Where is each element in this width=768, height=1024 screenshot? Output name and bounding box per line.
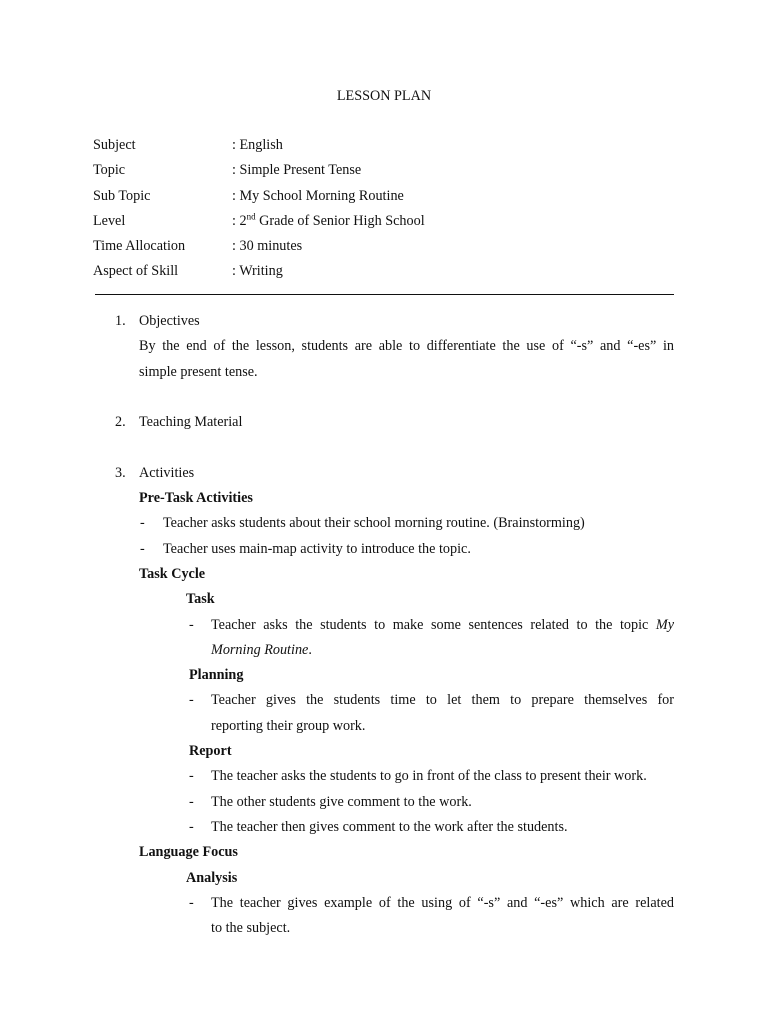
list-item-text: reporting their group work. — [211, 717, 366, 734]
section-number: 1. — [115, 313, 126, 329]
level-suffix: Grade of Senior High School — [255, 212, 425, 229]
level-prefix: : 2 — [232, 212, 247, 229]
meta-value: : Writing — [232, 263, 283, 280]
list-item — [0, 613, 768, 638]
meta-value-level — [232, 213, 425, 229]
lesson-metadata — [93, 133, 683, 285]
analysis-heading — [0, 866, 768, 891]
objectives-text-line-1 — [0, 334, 768, 359]
section-heading: Teaching Material — [139, 414, 243, 431]
task-item-italic: Morning Routine — [211, 641, 309, 658]
bullet-dash: - — [189, 768, 194, 785]
bullet-dash: - — [189, 818, 194, 835]
bullet-dash: - — [189, 692, 194, 709]
subsubsection-heading: Report — [189, 743, 232, 760]
meta-row-aspect-of-skill — [93, 259, 683, 284]
meta-label: Time Allocation — [93, 238, 186, 255]
task-heading — [0, 587, 768, 612]
meta-value: : Simple Present Tense — [232, 162, 362, 179]
task-cycle-heading — [0, 562, 768, 587]
meta-label: Subject — [93, 137, 136, 153]
meta-row-sub-topic — [93, 184, 683, 209]
list-item-text: to the subject. — [211, 920, 291, 937]
subsection-heading: Language Focus — [139, 844, 238, 861]
list-item-text: The teacher then gives comment to the work after the students. — [211, 818, 568, 835]
meta-label: Level — [93, 212, 126, 229]
horizontal-divider — [95, 294, 674, 295]
meta-row-time-allocation — [93, 234, 683, 259]
meta-value: : My School Morning Routine — [232, 187, 404, 204]
language-focus-heading — [0, 840, 768, 865]
spacer — [0, 385, 768, 410]
bullet-dash: - — [189, 616, 194, 633]
section-teaching-material-heading — [0, 410, 768, 435]
list-item — [0, 764, 768, 789]
objectives-text-line-2 — [0, 360, 768, 385]
list-item-continuation — [0, 714, 768, 739]
objectives-text: By the end of the lesson, students are able to differentiate the use of “-s” and “-es” in — [139, 338, 674, 355]
task-item-italic: My — [655, 616, 674, 633]
meta-label: Sub Topic — [93, 187, 151, 204]
meta-row-topic — [93, 158, 683, 183]
meta-value: : English — [232, 137, 283, 153]
section-number: 2. — [115, 414, 126, 431]
list-item-text: Teacher uses main-map activity to introduce the topic. — [163, 540, 471, 557]
lesson-body — [0, 309, 768, 941]
bullet-dash: - — [140, 515, 145, 532]
meta-value: : 30 minutes — [232, 238, 303, 255]
bullet-dash: - — [189, 793, 194, 810]
meta-label: Topic — [93, 162, 126, 179]
subsection-heading: Task Cycle — [139, 565, 206, 582]
list-item-text — [211, 613, 674, 638]
list-item-continuation — [0, 916, 768, 941]
bullet-dash: - — [189, 894, 194, 911]
subsubsection-heading: Task — [186, 591, 215, 608]
spacer — [0, 435, 768, 460]
planning-heading — [0, 663, 768, 688]
section-objectives-heading — [0, 309, 768, 334]
objectives-text: simple present tense. — [139, 363, 258, 380]
list-item-text — [211, 638, 312, 663]
list-item-text: The teacher asks the students to go in front of the class to present their work. — [211, 768, 647, 785]
section-activities-heading — [0, 461, 768, 486]
meta-row-subject — [93, 133, 683, 158]
meta-row-level — [93, 209, 683, 234]
list-item — [0, 688, 768, 713]
level-superscript: nd — [246, 211, 256, 222]
subsubsection-heading: Analysis — [186, 869, 238, 886]
list-item — [0, 511, 768, 536]
list-item — [0, 537, 768, 562]
bullet-dash: - — [140, 540, 145, 557]
report-heading — [0, 739, 768, 764]
section-heading: Objectives — [139, 313, 200, 329]
list-item — [0, 790, 768, 815]
document-title: LESSON PLAN — [336, 88, 432, 104]
list-item-text: The other students give comment to the work. — [211, 793, 472, 810]
list-item-text: The teacher gives example of the using of “-s” and “-es” which are related — [211, 894, 674, 911]
task-item-text: Teacher asks the students to make some sentences related to the topic — [211, 616, 649, 633]
list-item-continuation — [0, 638, 768, 663]
meta-label: Aspect of Skill — [93, 263, 179, 280]
pre-task-heading — [0, 486, 768, 511]
list-item — [0, 891, 768, 916]
list-item — [0, 815, 768, 840]
section-number: 3. — [115, 464, 126, 481]
section-heading: Activities — [139, 464, 195, 481]
task-item-end: . — [308, 641, 312, 658]
subsubsection-heading: Planning — [189, 667, 244, 684]
list-item-text: Teacher asks students about their school morning routine. (Brainstorming) — [163, 515, 585, 532]
subsection-heading: Pre-Task Activities — [139, 490, 253, 507]
list-item-text: Teacher gives the students time to let them to prepare themselves for — [211, 692, 674, 709]
